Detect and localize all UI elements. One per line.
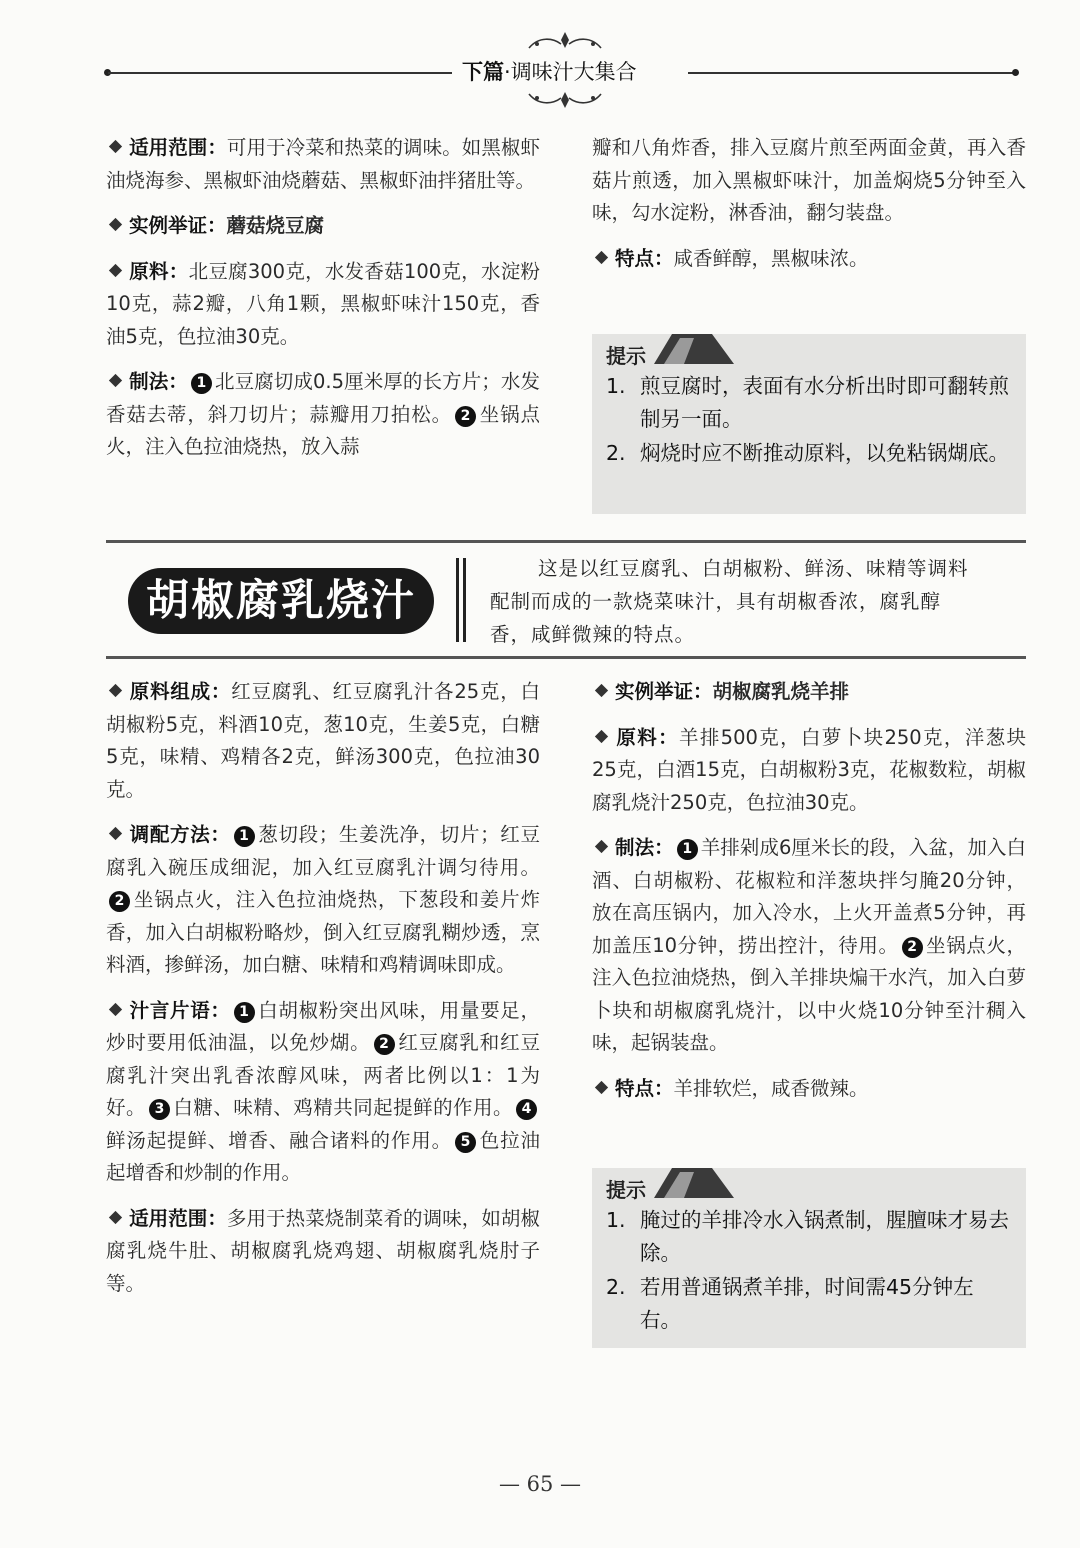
ingredients-text: 北豆腐300克，水发香菇100克，水淀粉10克，蒜2瓣，八角1颗，黑椒虾味汁150克，香油5克，色拉油30克。 <box>106 259 540 348</box>
tip-title: 提示 <box>606 1178 646 1202</box>
scope-label: 适用范围： <box>129 136 227 159</box>
step-2-icon: 2 <box>902 937 923 958</box>
tip-item <box>606 370 1012 436</box>
bottom-left-column <box>106 676 540 1313</box>
composition-paragraph <box>106 676 540 806</box>
diamond-bullet-icon <box>109 1002 122 1015</box>
method-continued: 瓣和八角炸香，排入豆腐片煎至两面金黄，再入香菇片煎透，加入黑椒虾味汁，加盖焖烧5分钟至入味，勾水淀粉，淋香油，翻匀装盘。 <box>592 136 1026 224</box>
feature-paragraph <box>592 243 1026 276</box>
diamond-bullet-icon <box>109 374 122 387</box>
bottom-right-column <box>592 676 1026 1118</box>
scope-paragraph <box>106 132 540 197</box>
step-1-icon: 1 <box>234 1002 255 1023</box>
tip-box <box>592 1168 1026 1348</box>
tip-number: 2. <box>606 1275 626 1299</box>
example-label: 实例举证： <box>615 680 713 703</box>
intro-line: 配制而成的一款烧菜味汁，具有胡椒香浓，腐乳醇 <box>490 590 942 613</box>
header-title: 调味汁大集合 <box>510 60 637 84</box>
example-dish-name: 蘑菇烧豆腐 <box>226 214 325 237</box>
tip-item <box>606 1204 1012 1270</box>
step-5-icon: 5 <box>455 1132 476 1153</box>
note-2: 红豆腐乳和红豆腐乳汁突出乳香浓醇风味，两者比例以1：1为好。 <box>106 1031 540 1119</box>
section-rule-bottom <box>106 656 1026 659</box>
diamond-bullet-icon <box>109 684 122 697</box>
method-step-2: 坐锅点火，注入色拉油烧热，放入蒜 <box>106 402 540 458</box>
note-1: 白胡椒粉突出风味，用量要足，炒时要用低油温，以免炒煳。 <box>106 998 540 1054</box>
method-step-1: 羊排剁成6厘米长的段，入盆，加入白酒、白胡椒粉、花椒粒和洋葱块拌匀腌20分钟，放在高压锅内，加入冷水，上火开盖煮5分钟，再加盖压10分钟，捞出控汁，待用。 <box>592 836 1026 957</box>
tip-title: 提示 <box>606 344 646 368</box>
diamond-bullet-icon <box>595 684 608 697</box>
feature-label: 特点： <box>615 246 674 270</box>
top-right-column <box>592 132 1026 288</box>
diamond-bullet-icon <box>109 218 122 231</box>
example-paragraph <box>592 676 1026 709</box>
ingredients-text: 羊排500克，白萝卜块250克，洋葱块25克，白酒15克，白胡椒粉3克，花椒数粒，胡椒腐乳烧汁250克，色拉油30克。 <box>592 725 1026 814</box>
method-step-1: 北豆腐切成0.5厘米厚的长方片；水发香菇去蒂，斜刀切片；蒜瓣用刀拍松。 <box>106 370 540 426</box>
step-2-icon: 2 <box>109 891 130 912</box>
tip-list <box>606 1204 1012 1338</box>
mixing-step-2: 坐锅点火，注入色拉油烧热，下葱段和姜片炸香，加入白胡椒粉略炒，倒入红豆腐乳糊炒透，烹料酒，掺鲜汤，加白糖、味精和鸡精调味即成。 <box>106 888 540 976</box>
tip-number: 2. <box>606 441 626 465</box>
header-rule-left <box>108 72 452 74</box>
diamond-bullet-icon <box>595 1080 608 1093</box>
step-4-icon: 4 <box>516 1099 537 1120</box>
note-4: 鲜汤起提鲜、增香、融合诸料的作用。 <box>106 1128 452 1152</box>
step-1-icon: 1 <box>677 839 698 860</box>
top-ornament-icon <box>525 30 605 54</box>
header-separator: · <box>504 60 511 84</box>
method-label: 制法： <box>129 370 188 393</box>
diamond-bullet-icon <box>595 250 608 263</box>
diamond-bullet-icon <box>109 140 122 153</box>
composition-label: 原料组成： <box>129 680 232 703</box>
ingredients-paragraph <box>106 256 540 354</box>
tip-list <box>606 370 1012 471</box>
method-paragraph <box>106 366 540 464</box>
step-3-icon: 3 <box>149 1099 170 1120</box>
tip-number: 1. <box>606 1208 626 1232</box>
scope-text: 多用于热菜烧制菜肴的调味，如胡椒腐乳烧牛肚、胡椒腐乳烧鸡翅、胡椒腐乳烧肘子等。 <box>106 1206 540 1295</box>
note-3: 白糖、味精、鸡精共同起提鲜的作用。 <box>172 1096 513 1119</box>
step-2-icon: 2 <box>374 1034 395 1055</box>
banner-divider <box>463 558 466 642</box>
mixing-step-1: 葱切段；生姜洗净，切片；红豆腐乳入碗压成细泥，加入红豆腐乳汁调匀待用。 <box>106 823 540 879</box>
notes-label: 汁言片语： <box>129 998 231 1022</box>
feature-paragraph <box>592 1073 1026 1106</box>
section-intro <box>490 552 1028 651</box>
header-rule-right <box>688 72 1014 74</box>
intro-line: 香，咸鲜微辣的特点。 <box>490 623 696 646</box>
step-2-icon: 2 <box>455 406 476 427</box>
scope-text: 可用于冷菜和热菜的调味。如黑椒虾油烧海参、黑椒虾油烧蘑菇、黑椒虾油拌猪肚等。 <box>106 136 540 192</box>
method-paragraph <box>592 832 1026 1060</box>
example-dish-name: 胡椒腐乳烧羊排 <box>712 680 850 703</box>
ingredients-label: 原料： <box>615 725 679 749</box>
step-1-icon: 1 <box>191 373 212 394</box>
step-1-icon: 1 <box>234 826 255 847</box>
bottom-ornament-icon <box>525 88 605 112</box>
page-number: — 65 — <box>498 1472 582 1496</box>
method-step-2: 坐锅点火，注入色拉油烧热，倒入羊排块煸干水汽，加入白萝卜块和胡椒腐乳烧汁，以中火烧10分钟至汁稠入味，起锅装盘。 <box>592 933 1026 1054</box>
note-5: 色拉油起增香和炒制的作用。 <box>106 1128 540 1184</box>
feature-text: 咸香鲜醇，黑椒味浓。 <box>673 246 869 270</box>
ingredients-label: 原料： <box>129 259 189 283</box>
diamond-bullet-icon <box>109 263 122 276</box>
header-dot-right <box>1012 69 1019 76</box>
diamond-bullet-icon <box>109 827 122 840</box>
tip-box <box>592 334 1026 514</box>
intro-line: 这是以红豆腐乳、白胡椒粉、鲜汤、味精等调料 <box>538 557 969 580</box>
section-title: 胡椒腐乳烧汁 <box>128 568 434 634</box>
tip-number: 1. <box>606 374 626 398</box>
diamond-bullet-icon <box>109 1210 122 1223</box>
diamond-bullet-icon <box>595 840 608 853</box>
feature-label: 特点： <box>615 1076 674 1100</box>
ingredients-paragraph <box>592 722 1026 820</box>
notes-paragraph <box>106 995 540 1190</box>
mixing-label: 调配方法： <box>129 823 231 846</box>
tip-tab-icon <box>654 1168 734 1198</box>
example-paragraph <box>106 210 540 243</box>
tip-text: 腌过的羊排冷水入锅煮制，腥膻味才易去除。 <box>640 1208 1009 1265</box>
feature-text: 羊排软烂，咸香微辣。 <box>673 1076 869 1100</box>
banner-divider <box>456 558 459 642</box>
diamond-bullet-icon <box>595 729 608 742</box>
section-rule-top <box>106 540 1026 543</box>
tip-tab-icon <box>654 334 734 364</box>
composition-text: 红豆腐乳、红豆腐乳汁各25克，白胡椒粉5克，料酒10克，葱10克，生姜5克，白糖5克，味精、鸡精各2克，鲜汤300克，色拉油30克。 <box>106 680 540 801</box>
tip-item <box>606 437 1012 470</box>
method-label: 制法： <box>615 836 674 859</box>
scope-paragraph <box>106 1203 540 1301</box>
top-left-column <box>106 132 540 477</box>
tip-text: 若用普通锅煮羊排，时间需45分钟左右。 <box>640 1275 974 1332</box>
mixing-paragraph <box>106 819 540 982</box>
running-header <box>462 58 672 86</box>
example-label: 实例举证： <box>129 214 227 237</box>
tip-item <box>606 1271 1012 1337</box>
scope-label: 适用范围： <box>129 1206 227 1230</box>
tip-text: 煎豆腐时，表面有水分析出时即可翻转煎制另一面。 <box>640 374 1009 431</box>
tip-text: 焖烧时应不断推动原料，以免粘锅煳底。 <box>640 441 1009 465</box>
header-part: 下篇 <box>462 60 504 84</box>
